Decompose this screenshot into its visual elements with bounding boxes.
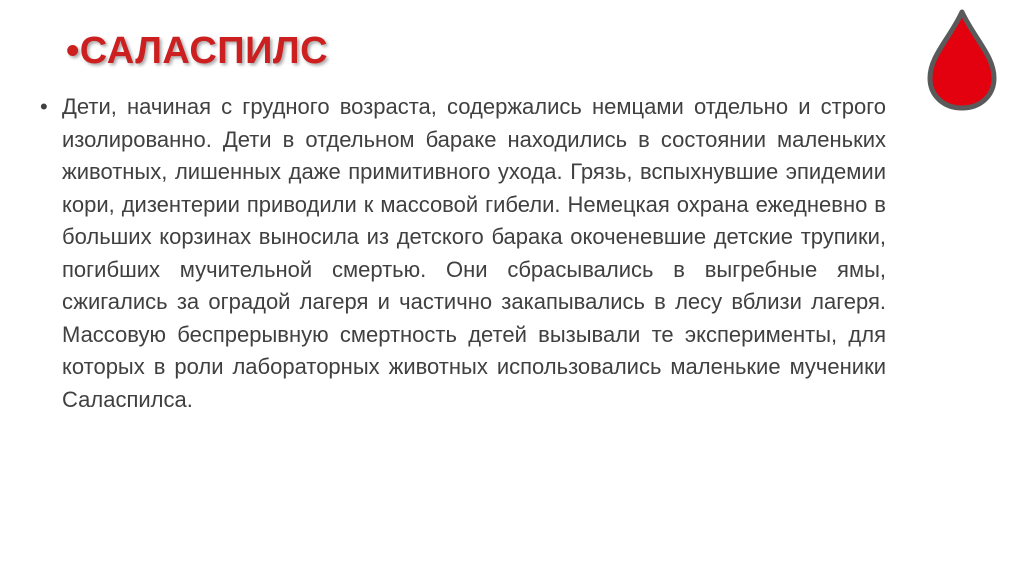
bullet-item xyxy=(40,91,886,416)
blood-drop-icon xyxy=(922,8,1002,112)
bullet-marker: • xyxy=(40,94,48,119)
body-text: Дети, начиная с грудного возраста, содержались немцами отдельно и строго изолированно. Дети в отдельном бараке находились в состоянии маленьких животных, лишенных даже примитивного ухода. Грязь, вспыхнувшие эпидемии кори, дизентерии приводили к массовой гибели. Немецкая охрана ежедневно в больших корзинах выносила из детского барака окоченевшие детские трупики, погибших мучительной смертью. Они сбрасывались в выгребные ямы, сжигались за оградой лагеря и частично закапывались в лесу вблизи лагеря. Массовую беспрерывную смертность детей вызывали те эксперименты, для которых в роли лабораторных животных использовались маленькие мученики Саласпилса. xyxy=(62,94,886,412)
blood-drop-shape xyxy=(930,12,994,108)
slide-title: •САЛАСПИЛС xyxy=(66,30,329,72)
